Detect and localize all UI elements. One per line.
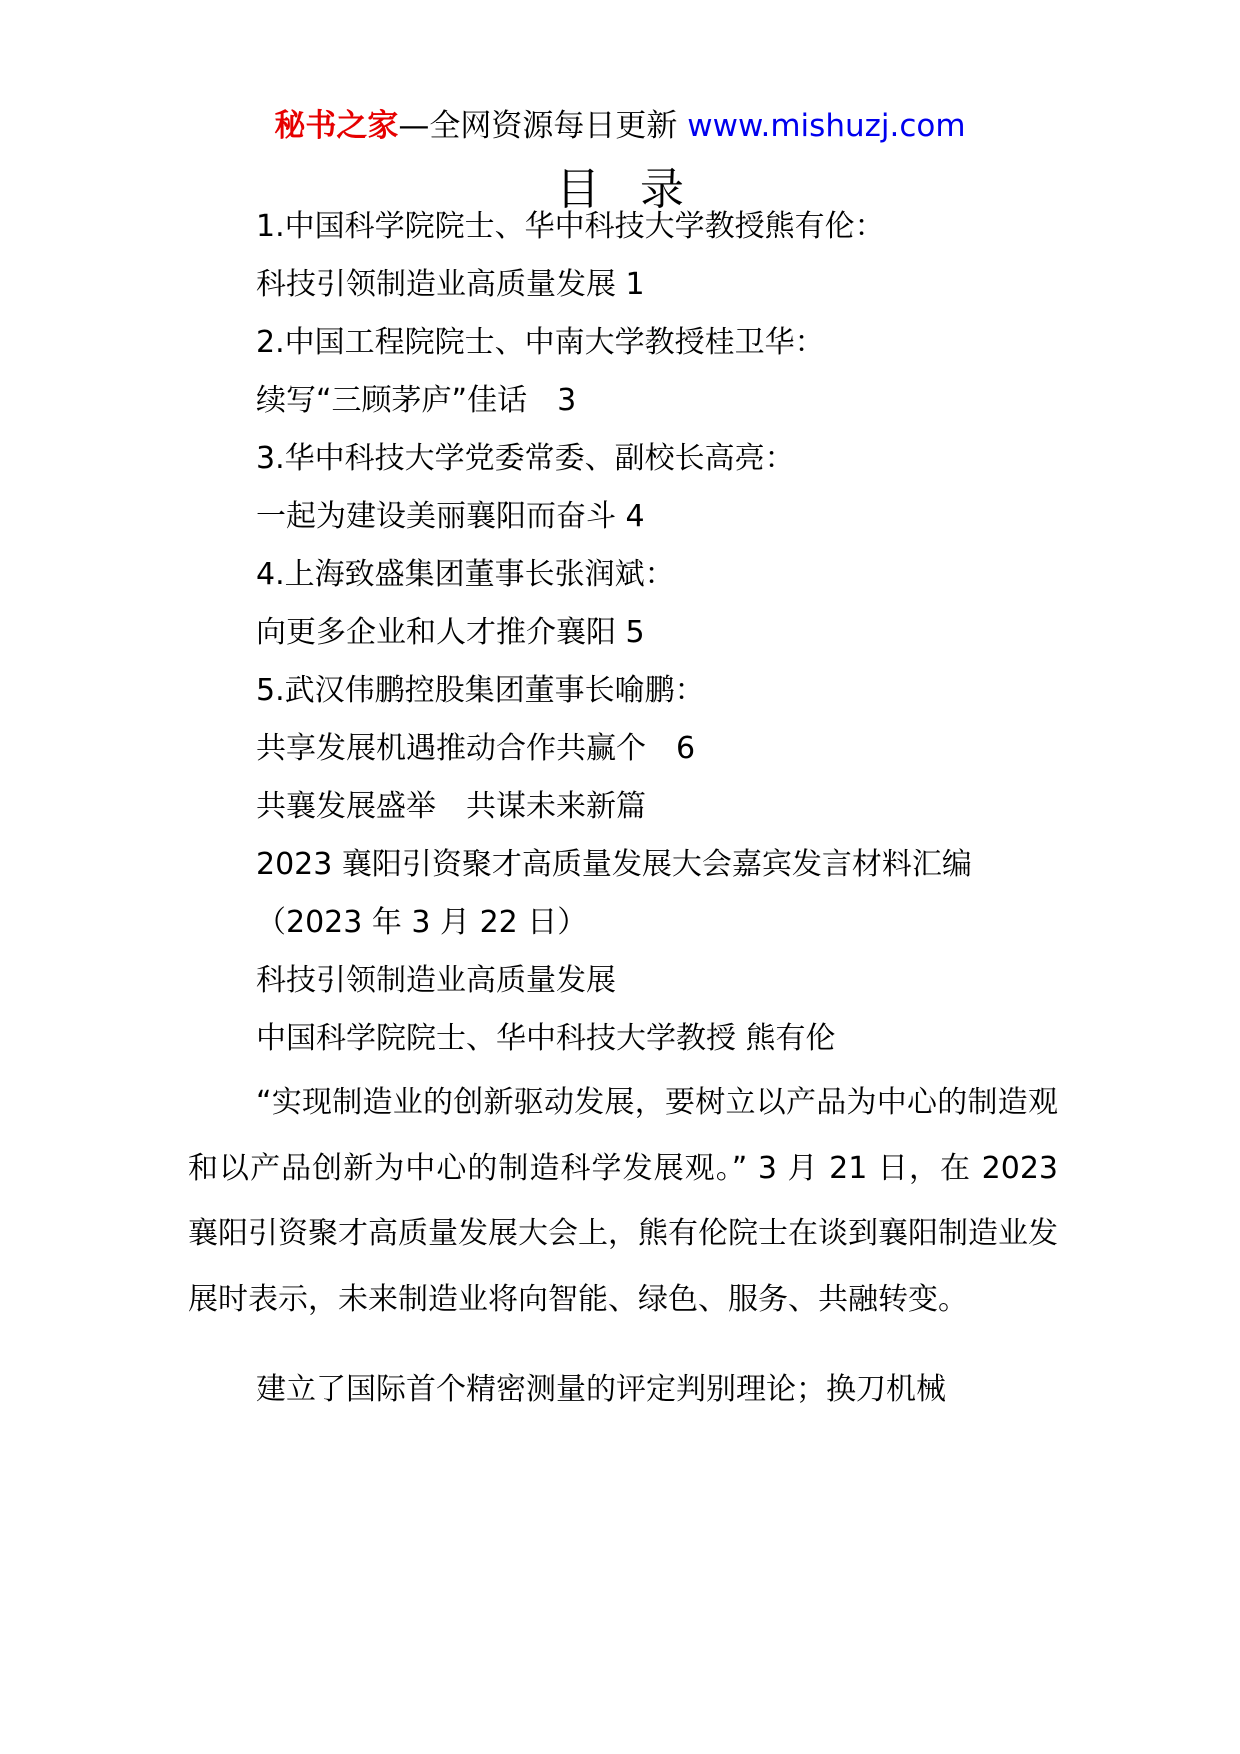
toc-entry-3-topic: 一起为建设美丽襄阳而奋斗 4 bbox=[256, 499, 645, 534]
toc-entry-2-speaker: 2.中国工程院院士、中南大学教授桂卫华： bbox=[256, 325, 825, 360]
toc-entry-1-topic: 科技引领制造业高质量发展 1 bbox=[256, 267, 645, 302]
website-link[interactable]: www.mishuzj.com bbox=[687, 108, 966, 144]
toc-entry-4-speaker: 4.上海致盛集团董事长张润斌： bbox=[256, 557, 675, 592]
slogan: 共襄发展盛举 共谋未来新篇 bbox=[256, 789, 646, 824]
article-author: 中国科学院院士、华中科技大学教授 熊有伦 bbox=[256, 1021, 836, 1056]
brand-name: 秘书之家 bbox=[274, 108, 399, 144]
article-paragraph-1: “实现制造业的创新驱动发展，要树立以产品为中心的制造观和以产品创新为中心的制造科学发展观。” 3 月 21 日，在 2023 襄阳引资聚才高质量发展大会上，熊有伦院士在谈到襄阳制造业发展时表示，未来制造业将向智能、绿色、服务、共融转变。 bbox=[188, 1085, 1058, 1317]
toc-entry-2-topic: 续写“三顾茅庐”佳话 3 bbox=[256, 383, 577, 418]
toc-entry-4-topic: 向更多企业和人才推介襄阳 5 bbox=[256, 615, 645, 650]
toc-entry-1-speaker: 1.中国科学院院士、华中科技大学教授熊有伦： bbox=[256, 209, 885, 244]
collection-title: 2023 襄阳引资聚才高质量发展大会嘉宾发言材料汇编 bbox=[256, 847, 972, 882]
site-header bbox=[0, 104, 1240, 148]
toc-entry-5-topic: 共享发展机遇推动合作共赢个 6 bbox=[256, 731, 696, 766]
toc-title: 目录 bbox=[556, 164, 724, 215]
collection-date: （2023 年 3 月 22 日） bbox=[256, 905, 588, 940]
toc-entry-5-speaker: 5.武汉伟鹏控股集团董事长喻鹏： bbox=[256, 673, 705, 708]
article-title: 科技引领制造业高质量发展 bbox=[256, 963, 616, 998]
toc-entry-3-speaker: 3.华中科技大学党委常委、副校长高亮： bbox=[256, 441, 795, 476]
header-tagline: —全网资源每日更新 bbox=[398, 108, 688, 144]
article-paragraph-2: 建立了国际首个精密测量的评定判别理论；换刀机械 bbox=[256, 1372, 946, 1407]
